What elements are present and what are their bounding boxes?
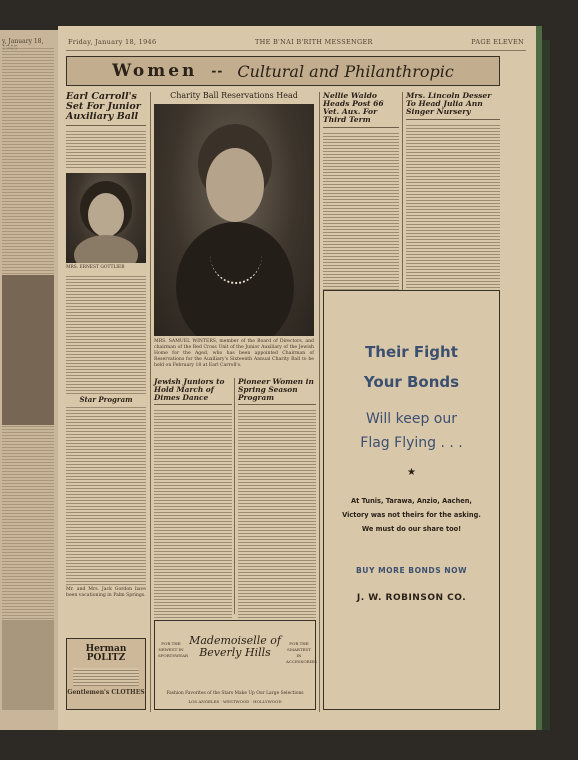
rule	[66, 125, 146, 126]
center-photo-title: Charity Ball Reservations Head	[170, 91, 298, 100]
article1-text	[66, 129, 146, 169]
article5-body	[406, 123, 500, 295]
mademoiselle-brand: Mademoiselle of Beverly Hills	[189, 634, 281, 659]
center-photo-block	[154, 92, 314, 368]
article4-headline: Nellie Waldo Heads Post 66 Vet. Aux. For Third Term	[323, 91, 384, 124]
column-divider	[319, 92, 320, 712]
mademoiselle-footer: Fashion Favorites of the Stars Make Up Our Large Selections	[166, 691, 304, 696]
bonds-line1: Their Fight	[365, 343, 458, 361]
politz-ad	[66, 638, 146, 710]
politz-line: Gentlemen's CLOTHES	[67, 688, 145, 696]
article2-headline: Jewish Juniors to Hold March of Dimes Dance	[154, 377, 225, 402]
left-page-ad	[2, 620, 54, 710]
column-3	[238, 378, 316, 636]
newspaper-page	[58, 26, 536, 730]
column-2	[154, 378, 232, 636]
rule	[406, 119, 500, 120]
politz-name: Herman POLITZ	[85, 644, 127, 664]
column-divider	[150, 92, 151, 712]
article1-headline: Earl Carroll's Set For Junior Auxiliary Ball	[66, 91, 141, 122]
page-date: Friday, January 18, 1946	[68, 38, 157, 46]
rule	[154, 404, 232, 405]
banner-dash: --	[211, 64, 224, 78]
left-adjacent-page	[0, 30, 58, 730]
mademoiselle-right: FOR THE SMARTEST IN ACCESSORIES	[286, 641, 317, 664]
bonds-line6: BUY MORE BONDS NOW	[356, 566, 467, 575]
mademoiselle-ad	[154, 620, 316, 710]
article4-body	[323, 131, 399, 297]
article1-body-2	[66, 405, 146, 585]
bonds-line4: Flag Flying . . .	[360, 435, 463, 451]
column-divider	[402, 92, 403, 306]
politz-details	[73, 668, 139, 686]
article2-body	[154, 408, 232, 636]
article1-body	[66, 274, 146, 394]
gottlieb-photo	[66, 173, 146, 263]
column-4	[323, 92, 399, 297]
column-divider	[234, 378, 235, 614]
article3-body	[238, 408, 316, 636]
column-1	[66, 92, 146, 599]
left-page-photo	[2, 275, 54, 425]
bonds-line2: Your Bonds	[363, 373, 460, 391]
page-number: PAGE ELEVEN	[471, 38, 524, 46]
banner-subtitle: Cultural and Philanthropic	[237, 61, 454, 81]
article3-headline: Pioneer Women in Spring Season Program	[238, 377, 314, 402]
header-rule	[66, 50, 526, 51]
column-5	[406, 92, 500, 295]
article5-headline: Mrs. Lincoln Desser To Head Julia Ann Singer Nursery	[406, 91, 492, 116]
book-binding	[542, 40, 550, 730]
center-photo-caption: MRS. SAMUEL WINTERS, member of the Board of Directors, and chairman of the Red Cross Unit of the Junior Auxiliary of the Jewish Home for the Aged, who has been appointed Chairman of Reservations for the Auxiliary's Sixteenth Annual Charity Ball to be held on February 18 at Earl Carroll's.	[154, 339, 314, 368]
article1-caption: MRS. ERNEST GOTTLIEB	[66, 264, 125, 270]
bonds-line3: Will keep our	[365, 411, 458, 427]
page-header	[68, 38, 524, 46]
article1-closing: Mr. and Mrs. Jack Gordon have been vacationing in Palm Springs.	[66, 587, 146, 599]
rule	[238, 404, 316, 405]
banner-women: Women	[112, 61, 198, 81]
rule	[323, 127, 399, 128]
bonds-brand: J. W. ROBINSON CO.	[356, 593, 467, 603]
article1-subhead: Star Program	[79, 394, 133, 404]
section-banner	[66, 56, 500, 86]
star-icon: ★	[407, 467, 416, 478]
bonds-line5: At Tunis, Tarawa, Anzio, Aachen, Victory was not theirs for the asking. We must do our share too!	[342, 497, 481, 533]
left-page-header: y, January 18,	[2, 38, 44, 45]
winters-photo	[154, 104, 314, 336]
war-bonds-ad	[323, 290, 500, 710]
mademoiselle-cities: LOS ANGELES · WESTWOOD · HOLLYWOOD	[188, 699, 282, 704]
mademoiselle-left: FOR THE NEWEST IN SPORTSWEAR	[158, 641, 188, 658]
paper-title: THE B'NAI B'RITH MESSENGER	[254, 38, 373, 46]
